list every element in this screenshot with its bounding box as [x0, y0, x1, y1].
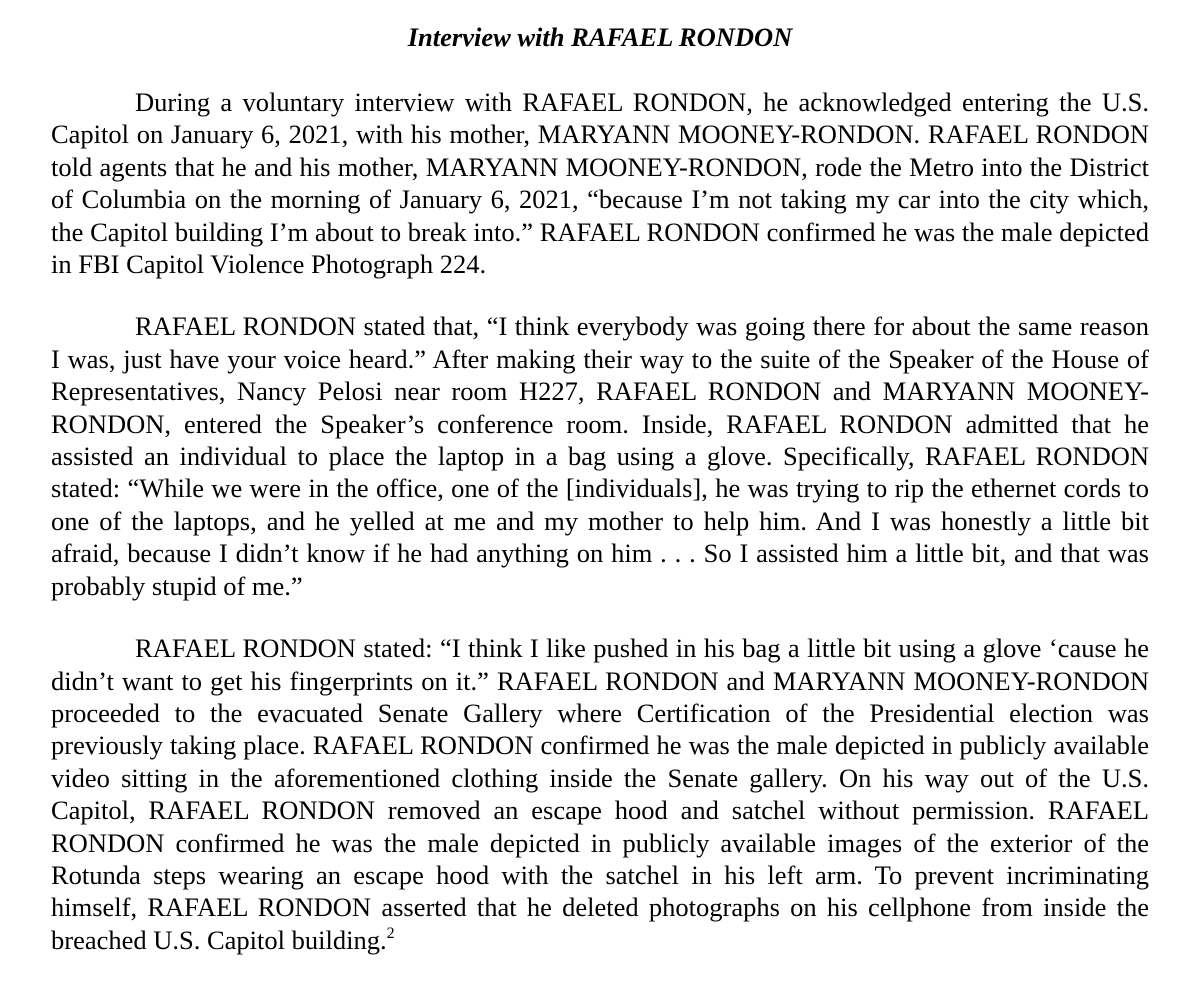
paragraph-2: RAFAEL RONDON stated that, “I think everybody was going there for about the same reason I was, just have your voice heard.” After making their way to the suite of the Speaker of the House of Representatives, Nancy Pelosi near room H227, RAFAEL RONDON and MARYANN MOONEY-RONDON, entered the Speaker’s conference room. Inside, RAFAEL RONDON admitted that he assisted an individual to place the laptop in a bag using a glove. Specifically, RAFAEL RONDON stated: “While we were in the office, one of the [individuals], he was trying to rip the ethernet cords to one of the laptops, and he yelled at me and my mother to help him. And I was honestly a little bit afraid, because I didn’t know if he had anything on him . . . So I assisted him a little bit, and that was probably stupid of me.” — [51, 311, 1149, 601]
paragraph-1: During a voluntary interview with RAFAEL RONDON, he acknowledged entering the U.S. Capitol on January 6, 2021, with his mother, MARYANN MOONEY-RONDON. RAFAEL RONDON told agents that he and his mother, MARYANN MOONEY-RONDON, rode the Metro into the District of Columbia on the morning of January 6, 2021, “because I’m not taking my car into the city which, the Capitol building I’m about to break into.” RAFAEL RONDON confirmed he was the male depicted in FBI Capitol Violence Photograph 224. — [51, 87, 1149, 280]
paragraph-3 — [51, 632, 1149, 956]
document-heading: Interview with RAFAEL RONDON — [407, 22, 793, 52]
footnote-marker[interactable]: 2 — [386, 924, 395, 942]
document-page — [51, 18, 1149, 956]
paragraph-3-text: RAFAEL RONDON stated: “I think I like pushed in his bag a little bit using a glove ‘cause he didn’t want to get his fingerprints on it.” RAFAEL RONDON and MARYANN MOONEY-RONDON proceeded to the evacuated Senate Gallery where Certification of the Presidential election was previously taking place. RAFAEL RONDON confirmed he was the male depicted in publicly available video sitting in the aforementioned clothing inside the Senate gallery. On his way out of the U.S. Capitol, RAFAEL RONDON removed an escape hood and satchel without permission. RAFAEL RONDON confirmed he was the male depicted in publicly available images of the exterior of the Rotunda steps wearing an escape hood with the satchel in his left arm. To prevent incriminating himself, RAFAEL RONDON asserted that he deleted photographs on his cellphone from inside the breached U.S. Capitol building. — [51, 633, 1149, 955]
